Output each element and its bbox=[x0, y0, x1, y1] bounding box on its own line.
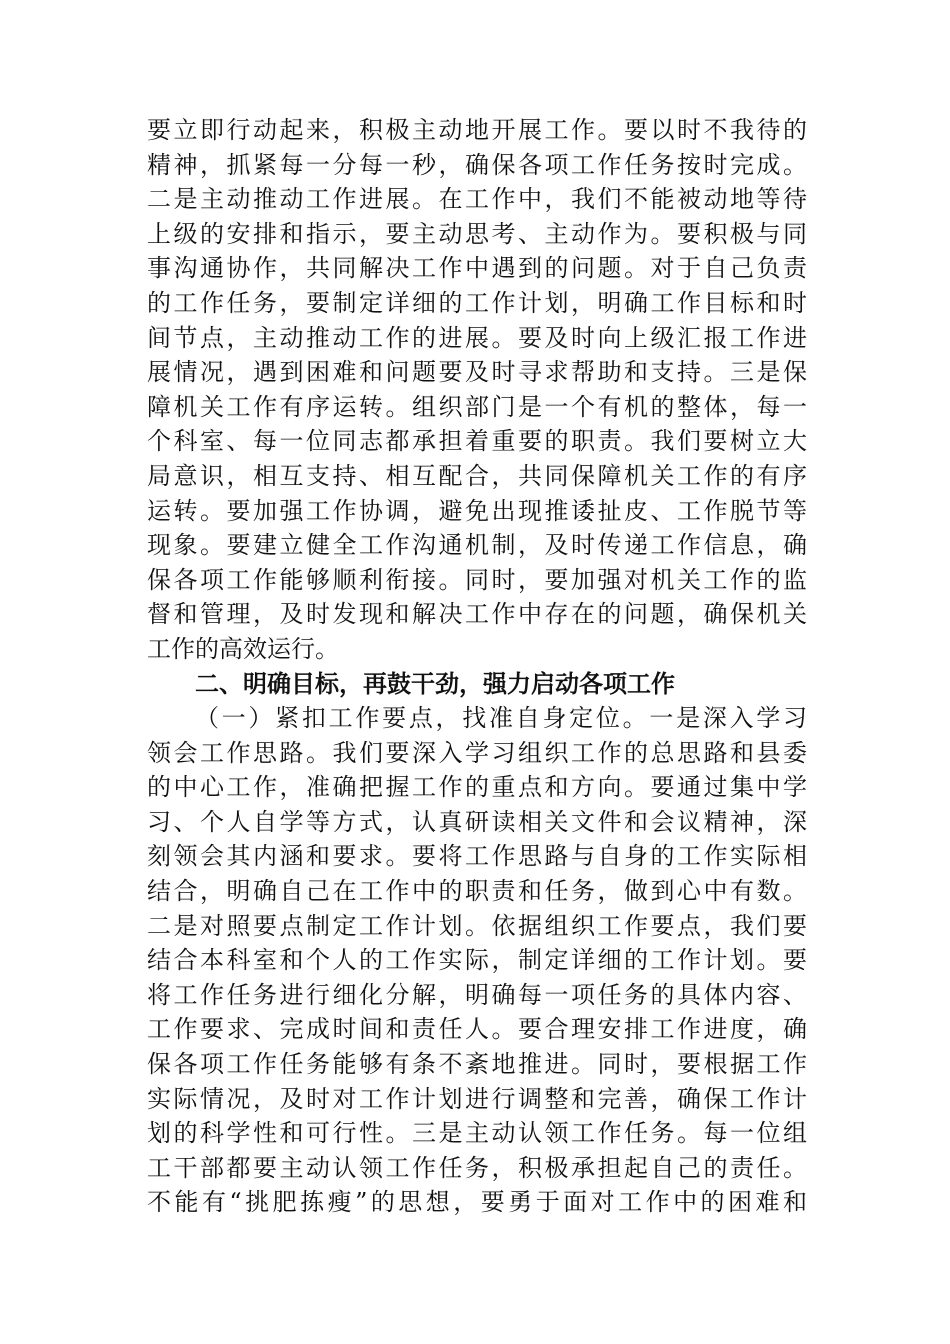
text-line: 精神，抓紧每一分每一秒，确保各项工作任务按时完成。 bbox=[147, 150, 807, 179]
text-line: 障机关工作有序运转。组织部门是一个有机的整体，每一 bbox=[147, 392, 807, 421]
text-line: 实际情况，及时对工作计划进行调整和完善，确保工作计 bbox=[147, 1084, 807, 1113]
text-line: 要立即行动起来，积极主动地开展工作。要以时不我待的 bbox=[147, 116, 807, 144]
text-line: 运转。要加强工作协调，避免出现推诿扯皮、工作脱节等 bbox=[147, 496, 807, 525]
text-line: 间节点，主动推动工作的进展。要及时向上级汇报工作进 bbox=[147, 323, 807, 352]
text-line: 划的科学性和可行性。三是主动认领工作任务。每一位组 bbox=[147, 1119, 807, 1148]
text-line: 保各项工作任务能够有条不紊地推进。同时，要根据工作 bbox=[147, 1050, 807, 1079]
text-line: 将工作任务进行细化分解，明确每一项任务的具体内容、 bbox=[147, 980, 807, 1009]
text-line: 刻领会其内涵和要求。要将工作思路与自身的工作实际相 bbox=[147, 842, 807, 871]
text-line: 结合本科室和个人的工作实际，制定详细的工作计划。要 bbox=[147, 946, 807, 975]
text-line: 督和管理，及时发现和解决工作中存在的问题，确保机关 bbox=[147, 600, 807, 629]
text-line: 现象。要建立健全工作沟通机制，及时传递工作信息，确 bbox=[147, 531, 807, 560]
text-line: 事沟通协作，共同解决工作中遇到的问题。对于自己负责 bbox=[147, 254, 807, 283]
text-line: 二是主动推动工作进展。在工作中，我们不能被动地等待 bbox=[147, 185, 807, 214]
text-line: 上级的安排和指示，要主动思考、主动作为。要积极与同 bbox=[147, 219, 807, 248]
text-line: 的中心工作，准确把握工作的重点和方向。要通过集中学 bbox=[147, 773, 807, 802]
text-line: 二是对照要点制定工作计划。依据组织工作要点，我们要 bbox=[147, 911, 807, 940]
text-line: 保各项工作能够顺利衔接。同时，要加强对机关工作的监 bbox=[147, 565, 807, 594]
section-heading: 二、明确目标，再鼓干劲，强力启动各项工作 bbox=[195, 669, 675, 698]
text-line: 的工作任务，要制定详细的工作计划，明确工作目标和时 bbox=[147, 288, 807, 317]
text-line: 结合，明确自己在工作中的职责和任务，做到心中有数。 bbox=[147, 877, 807, 906]
text-line: 展情况，遇到困难和问题要及时寻求帮助和支持。三是保 bbox=[147, 358, 807, 387]
text-line: 工作要求、完成时间和责任人。要合理安排工作进度，确 bbox=[147, 1015, 807, 1044]
subsection-first-line: （一）紧扣工作要点，找准自身定位。一是深入学习 bbox=[195, 704, 807, 733]
text-line: 领会工作思路。我们要深入学习组织工作的总思路和县委 bbox=[147, 738, 807, 767]
text-line: 工干部都要主动认领工作任务，积极承担起自己的责任。 bbox=[147, 1153, 807, 1182]
text-line: 习、个人自学等方式，认真研读相关文件和会议精神，深 bbox=[147, 807, 807, 836]
text-line: 工作的高效运行。 bbox=[147, 634, 339, 663]
body-text bbox=[147, 113, 807, 1220]
text-line: 不能有“挑肥拣瘦”的思想，要勇于面对工作中的困难和 bbox=[147, 1188, 807, 1217]
text-line: 局意识，相互支持、相互配合，共同保障机关工作的有序 bbox=[147, 461, 807, 490]
text-line: 个科室、每一位同志都承担着重要的职责。我们要树立大 bbox=[147, 427, 807, 456]
